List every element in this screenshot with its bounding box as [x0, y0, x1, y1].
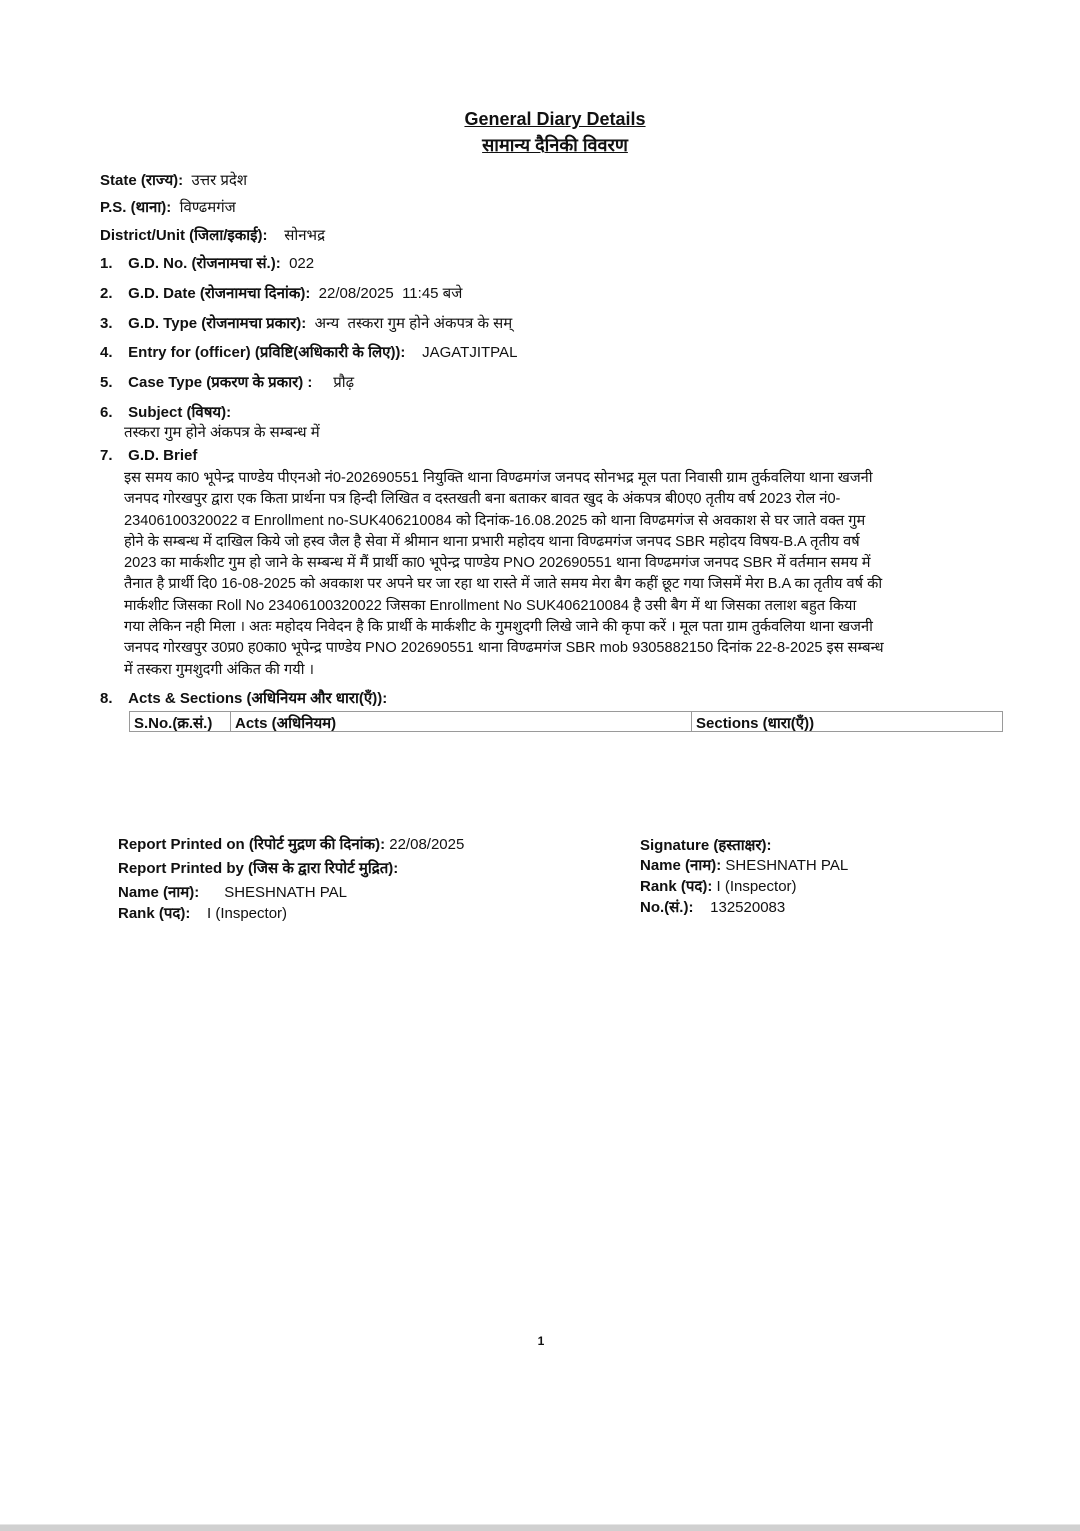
printed-by-label: Report Printed by (जिस के द्वारा रिपोर्ट मुद्रित):: [118, 860, 399, 877]
gd-number-label: G.D. No. (रोजनामचा सं.):: [128, 255, 281, 272]
table-header-acts: Acts (अधिनियम): [231, 712, 692, 731]
item-number: 2.: [100, 285, 113, 302]
page-number: 1: [537, 1334, 545, 1348]
subject-label: Subject (विषय):: [128, 404, 232, 421]
page-title-english: General Diary Details: [464, 109, 646, 129]
signer-number-field: [640, 897, 785, 917]
signature-label: Signature (हस्ताक्षर):: [640, 837, 772, 854]
brief-line: में तस्करा गुमशुदगी अंकित की गयी ।: [124, 661, 315, 678]
acts-sections-label: Acts & Sections (अधिनियम और धारा(एँ)):: [128, 690, 388, 707]
gd-brief-item: [100, 447, 197, 464]
signer-rank-value: I (Inspector): [716, 878, 797, 895]
brief-line: तैनात है प्रार्थी दि0 16-08-2025 को अवकाश पर अपने घर जा रहा था रास्ते में जाते समय मेरा बैग कहीं छूट गया जिसमें मेरा B.A का तृतीय वर्ष की: [124, 576, 883, 593]
printer-name-value: SHESHNATH PAL: [224, 884, 348, 901]
item-number: 5.: [100, 374, 113, 391]
signer-rank-field: [640, 876, 797, 896]
brief-line: 2023 का मार्कशीट गुम हो जाने के सम्बन्ध में मैं प्रार्थी का0 भूपेन्द्र पाण्डेय PNO 202690551 थाना विण्ढमगंज जनपद SBR में वर्तमान समय में: [124, 555, 871, 572]
signer-name-field: [640, 855, 848, 875]
printed-on-value: 22/08/2025: [389, 836, 465, 853]
gd-brief-text: [124, 468, 1008, 681]
district-value: सोनभद्र: [284, 227, 326, 244]
signer-name-label: Name (नाम):: [640, 857, 722, 874]
printer-name-field: [118, 882, 347, 902]
table-header-sno: S.No.(क्र.सं.): [130, 712, 231, 731]
subject-item: [100, 402, 231, 422]
state-value: उत्तर प्रदेश: [191, 172, 248, 189]
printer-rank-field: [118, 903, 287, 923]
gd-date-item: [100, 283, 462, 303]
case-type-item: [100, 372, 354, 392]
district-label: District/Unit (जिला/इकाई):: [100, 227, 268, 244]
ps-value: विण्ढमगंज: [179, 199, 236, 216]
brief-line: होने के सम्बन्ध में दाखिल किये जो हस्व जैल है सेवा में श्रीमान थाना प्रभारी महोदय थाना विण्ढमगंज जनपद SBR महोदय विषय-B.A तृतीय वर्ष: [124, 533, 860, 550]
brief-line: 23406100320022 व Enrollment no-SUK406210084 को दिनांक-16.08.2025 को थाना विण्ढमगंज से अवकाश से घर जाते वक्त गुम: [124, 512, 866, 529]
acts-sections-item: [100, 688, 387, 708]
brief-line: मार्कशीट जिसका Roll No 23406100320022 जिसका Enrollment No SUK406210084 है उसी बैग में था जिसका तलाश बहुत किया: [124, 597, 857, 614]
printer-rank-label: Rank (पद):: [118, 905, 191, 922]
entry-for-item: [100, 342, 517, 362]
ps-label: P.S. (थाना):: [100, 199, 172, 216]
gd-date-label: G.D. Date (रोजनामचा दिनांक):: [128, 285, 311, 302]
signature-field: [640, 835, 771, 855]
signer-number-value: 132520083: [710, 899, 786, 916]
ps-field: [100, 197, 236, 217]
printer-rank-value: I (Inspector): [207, 905, 288, 922]
subject-value: तस्करा गुम होने अंकपत्र के सम्बन्ध में: [124, 424, 320, 441]
signer-name-value: SHESHNATH PAL: [725, 857, 849, 874]
table-header-sections: Sections (धारा(एँ)): [696, 715, 815, 732]
printed-on-field: [118, 834, 464, 854]
entry-for-label: Entry for (officer) (प्रविष्टि(अधिकारी के लिए)):: [128, 344, 406, 361]
printed-on-label: Report Printed on (रिपोर्ट मुद्रण की दिनांक):: [118, 836, 386, 853]
gd-number-value: 022: [289, 255, 315, 272]
item-number: 3.: [100, 315, 113, 332]
item-number: 7.: [100, 447, 113, 464]
gd-type-label: G.D. Type (रोजनामचा प्रकार):: [128, 315, 307, 332]
state-label: State (राज्य):: [100, 172, 184, 189]
state-field: [100, 170, 247, 190]
gd-date-value: 22/08/2025 11:45 बजे: [318, 285, 463, 302]
brief-line: जनपद गोरखपुर उ0प्र0 ह0का0 भूपेन्द्र पाण्डेय PNO 202690551 थाना विण्ढमगंज SBR mob 9305882150 दिनांक 22-8-2025 इस सम्बन्ध: [124, 640, 884, 657]
signer-number-label: No.(सं.):: [640, 899, 694, 916]
brief-line: जनपद गोरखपुर द्वारा एक किता प्रार्थना पत्र हिन्दी लिखित व दस्तखती बना बताकर बावत खुद के अंकपत्र बी0ए0 तृतीय वर्ष 2023 रोल नं0-: [124, 491, 841, 508]
brief-line: इस समय का0 भूपेन्द्र पाण्डेय पीएनओ नं0-202690551 नियुक्ति थाना विण्ढमगंज जनपद सोनभद्र मूल पता निवासी ग्राम तुर्कवलिया थाना खजनी: [124, 470, 873, 486]
printer-name-label: Name (नाम):: [118, 884, 200, 901]
brief-line: गया लेकिन नही मिला । अतः महोदय निवेदन है कि प्रार्थी के मार्कशीट के गुमशुदगी लिखे जाने की कृपा करें । मूल पता ग्राम तुर्कवलिया थाना खजनी: [124, 619, 873, 636]
gd-brief-label: G.D. Brief: [128, 447, 198, 464]
gd-type-value: अन्य तस्करा गुम होने अंकपत्र के सम्: [314, 315, 513, 332]
case-type-value: प्रौढ़: [333, 374, 355, 391]
gd-number-item: [100, 253, 314, 273]
gd-type-item: [100, 313, 512, 333]
signer-rank-label: Rank (पद):: [640, 878, 713, 895]
item-number: 1.: [100, 255, 113, 272]
district-field: [100, 225, 325, 245]
printed-by-field: [118, 858, 398, 878]
item-number: 4.: [100, 344, 113, 361]
entry-for-value: JAGATJITPAL: [422, 344, 518, 361]
item-number: 6.: [100, 404, 113, 421]
acts-sections-table: [129, 711, 1003, 732]
page-title-hindi: सामान्य दैनिकी विवरण: [482, 135, 628, 155]
case-type-label: Case Type (प्रकरण के प्रकार) :: [128, 374, 313, 391]
item-number: 8.: [100, 690, 113, 707]
